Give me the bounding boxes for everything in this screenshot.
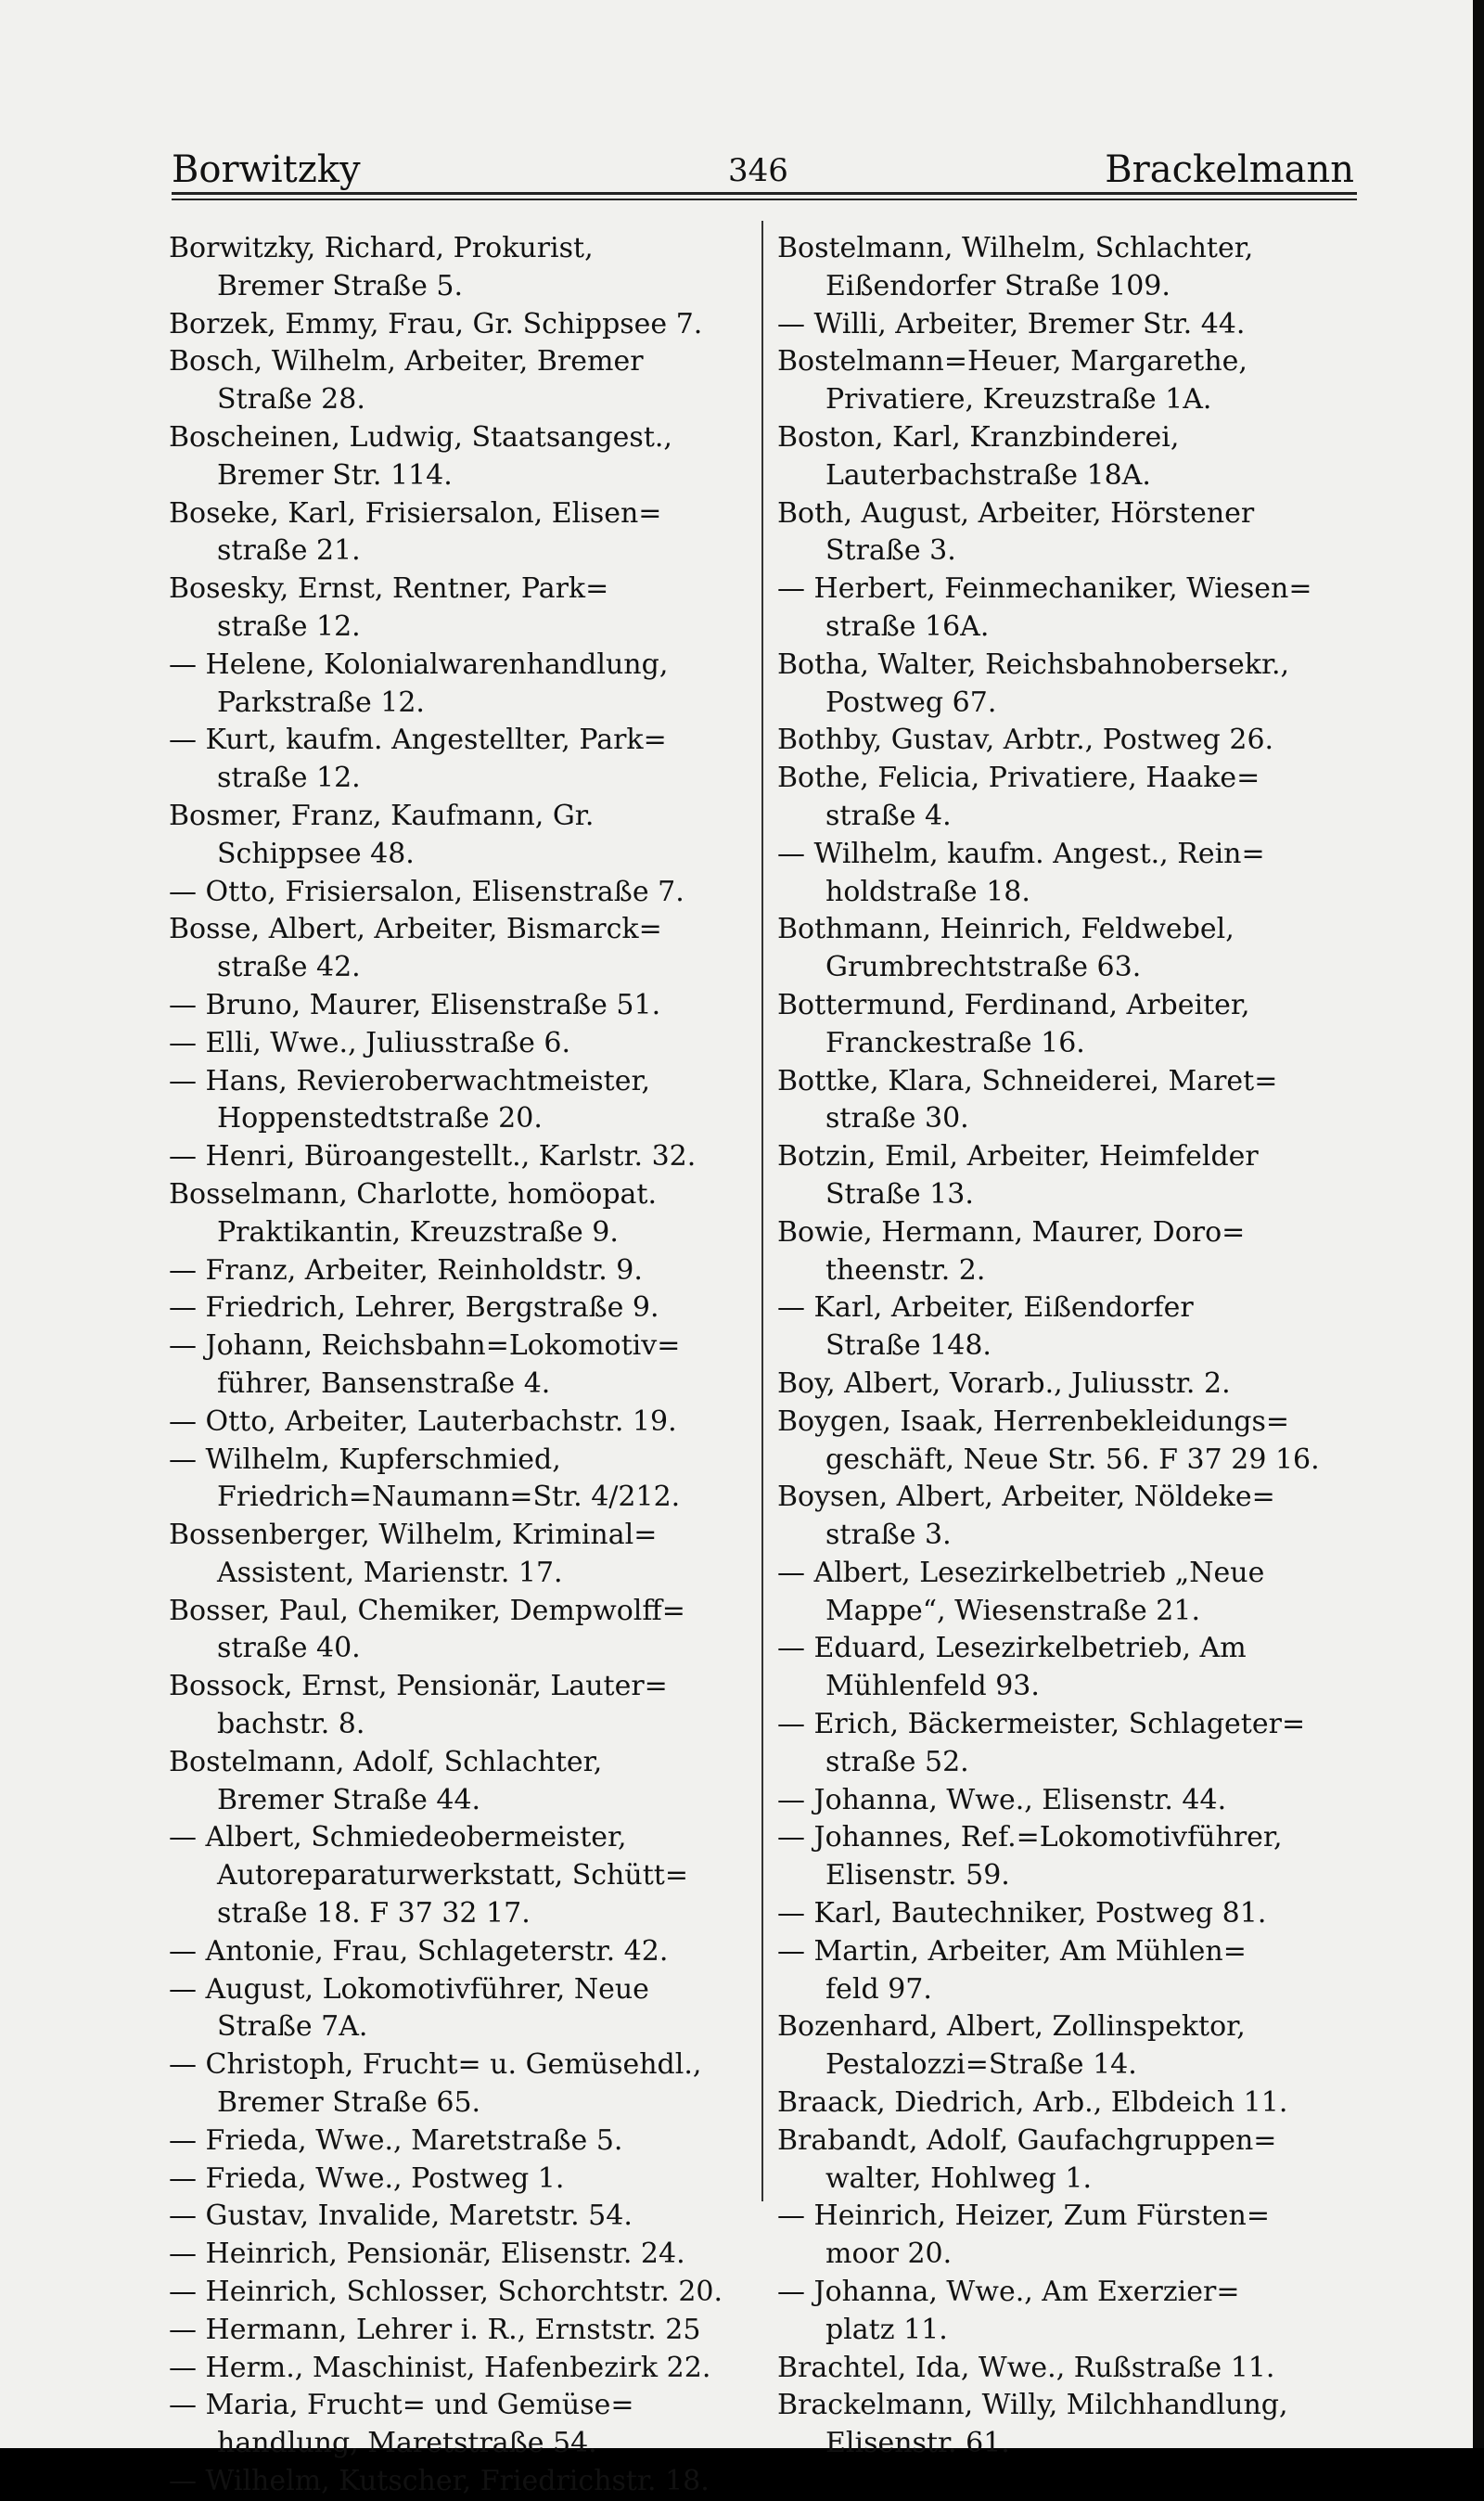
- directory-entry-line: Bosser, Paul, Chemiker, Dempwolff=: [169, 1594, 685, 1627]
- directory-entry-line: — Otto, Arbeiter, Lauterbachstr. 19.: [169, 1404, 677, 1438]
- directory-entry-line: — Wilhelm, Kutscher, Friedrichstr. 18.: [169, 2465, 710, 2498]
- directory-entry-line: Brachtel, Ida, Wwe., Rußstraße 11.: [777, 2351, 1275, 2384]
- directory-entry-line: straße 21.: [217, 534, 361, 568]
- directory-entry-line: — Heinrich, Schlosser, Schorchtstr. 20.: [169, 2276, 723, 2309]
- directory-entry-line: — Johannes, Ref.=Lokomotivführer,: [777, 1821, 1283, 1854]
- directory-entry-line: — August, Lokomotivführer, Neue: [169, 1972, 649, 2006]
- directory-entry-line: Elisenstr. 61.: [825, 2427, 1010, 2460]
- directory-entry-line: Bossock, Ernst, Pensionär, Lauter=: [169, 1670, 668, 1703]
- directory-entry-line: Bosse, Albert, Arbeiter, Bismarck=: [169, 913, 662, 946]
- directory-entry-line: — Elli, Wwe., Juliusstraße 6.: [169, 1026, 571, 1059]
- directory-entry-line: Brabandt, Adolf, Gaufachgruppen=: [777, 2123, 1277, 2157]
- directory-entry-line: straße 30.: [825, 1102, 969, 1135]
- directory-entry-line: — Friedrich, Lehrer, Bergstraße 9.: [169, 1291, 659, 1325]
- directory-entry-line: Bremer Straße 44.: [217, 1783, 481, 1816]
- directory-entry-line: — Erich, Bäckermeister, Schlageter=: [777, 1708, 1306, 1741]
- directory-entry-line: Parkstraße 12.: [217, 686, 425, 719]
- directory-entry-line: straße 16A.: [825, 609, 990, 643]
- directory-entry-line: — Albert, Lesezirkelbetrieb „Neue: [777, 1556, 1265, 1589]
- directory-entry-line: Brackelmann, Willy, Milchhandlung,: [777, 2389, 1288, 2422]
- directory-entry-line: Friedrich=Naumann=Str. 4/212.: [217, 1481, 681, 1514]
- directory-entry-line: Lauterbachstraße 18A.: [825, 458, 1151, 492]
- directory-entry-line: — Franz, Arbeiter, Reinholdstr. 9.: [169, 1253, 643, 1287]
- directory-entry-line: führer, Bansenstraße 4.: [217, 1366, 551, 1400]
- directory-entry-line: Boscheinen, Ludwig, Staatsangest.,: [169, 420, 672, 454]
- directory-entry-line: — Frieda, Wwe., Maretstraße 5.: [169, 2123, 623, 2157]
- directory-entry-line: feld 97.: [825, 1972, 932, 2006]
- directory-entry-line: — Johanna, Wwe., Am Exerzier=: [777, 2276, 1240, 2309]
- directory-entry-line: — Henri, Büroangestellt., Karlstr. 32.: [169, 1140, 697, 1174]
- directory-entry-line: Assistent, Marienstr. 17.: [217, 1556, 563, 1589]
- directory-entry-line: — Herbert, Feinmechaniker, Wiesen=: [777, 572, 1312, 606]
- directory-entry-line: — Christoph, Frucht= u. Gemüsehdl.,: [169, 2048, 702, 2082]
- directory-entry-line: — Wilhelm, Kupferschmied,: [169, 1443, 561, 1476]
- directory-entry-line: platz 11.: [825, 2313, 948, 2346]
- header-first-name: Borwitzky: [172, 148, 361, 191]
- directory-entry-line: Franckestraße 16.: [825, 1026, 1085, 1059]
- header-rule: [172, 192, 1357, 195]
- directory-entry-line: — Heinrich, Heizer, Zum Fürsten=: [777, 2200, 1270, 2233]
- directory-entry-line: Autoreparaturwerkstatt, Schütt=: [217, 1859, 688, 1892]
- column-divider: [761, 221, 763, 2201]
- directory-entry-line: — Willi, Arbeiter, Bremer Str. 44.: [777, 307, 1246, 340]
- directory-entry-line: Straße 148.: [825, 1329, 991, 1363]
- directory-entry-line: Bossenberger, Wilhelm, Kriminal=: [169, 1519, 658, 1552]
- directory-entry-line: Bostelmann, Adolf, Schlachter,: [169, 1745, 603, 1778]
- directory-entry-line: Straße 7A.: [217, 2010, 368, 2044]
- directory-entry-line: Privatiere, Kreuzstraße 1A.: [825, 383, 1212, 417]
- directory-entry-line: Pestalozzi=Straße 14.: [825, 2048, 1137, 2082]
- directory-entry-line: Bremer Str. 114.: [217, 458, 453, 492]
- header-rule-double: [172, 199, 1357, 200]
- directory-entry-line: Boygen, Isaak, Herrenbekleidungs=: [777, 1404, 1290, 1438]
- directory-entry-line: Boseke, Karl, Frisiersalon, Elisen=: [169, 496, 662, 530]
- directory-entry-line: — Frieda, Wwe., Postweg 1.: [169, 2161, 565, 2195]
- directory-entry-line: Boy, Albert, Vorarb., Juliusstr. 2.: [777, 1366, 1231, 1400]
- directory-entry-line: moor 20.: [825, 2238, 953, 2271]
- page-edge-shadow: [1473, 0, 1484, 2448]
- directory-entry-line: Borzek, Emmy, Frau, Gr. Schippsee 7.: [169, 307, 703, 340]
- right-column: [777, 230, 1360, 2463]
- directory-entry-line: — Johanna, Wwe., Elisenstr. 44.: [777, 1783, 1227, 1816]
- directory-entry-line: Bottke, Klara, Schneiderei, Maret=: [777, 1064, 1278, 1097]
- directory-entry-line: Mühlenfeld 93.: [825, 1670, 1040, 1703]
- directory-entry-line: Bostelmann=Heuer, Margarethe,: [777, 345, 1247, 378]
- directory-entry-line: — Heinrich, Pensionär, Elisenstr. 24.: [169, 2238, 685, 2271]
- directory-entry-line: Botha, Walter, Reichsbahnobersekr.,: [777, 648, 1290, 681]
- directory-entry-line: Straße 13.: [825, 1177, 974, 1211]
- directory-entry-line: straße 4.: [825, 799, 952, 832]
- left-column: [169, 230, 748, 2501]
- directory-entry-line: Both, August, Arbeiter, Hörstener: [777, 496, 1255, 530]
- directory-entry-line: — Eduard, Lesezirkelbetrieb, Am: [777, 1632, 1247, 1665]
- directory-entry-line: straße 52.: [825, 1745, 969, 1778]
- page-number: 346: [728, 152, 788, 189]
- directory-entry-line: straße 18. F 37 32 17.: [217, 1897, 531, 1930]
- directory-entry-line: straße 42.: [217, 951, 361, 984]
- directory-entry-line: Botzin, Emil, Arbeiter, Heimfelder: [777, 1140, 1259, 1174]
- directory-entry-line: Praktikantin, Kreuzstraße 9.: [217, 1215, 619, 1249]
- directory-entry-line: Borwitzky, Richard, Prokurist,: [169, 232, 594, 264]
- directory-entry-line: — Martin, Arbeiter, Am Mühlen=: [777, 1934, 1247, 1968]
- directory-entry-line: Bremer Straße 65.: [217, 2086, 481, 2120]
- directory-entry-line: Bothmann, Heinrich, Feldwebel,: [777, 913, 1235, 946]
- directory-entry-line: — Gustav, Invalide, Maretstr. 54.: [169, 2200, 633, 2233]
- directory-entry-line: Boysen, Albert, Arbeiter, Nöldeke=: [777, 1481, 1275, 1514]
- directory-entry-line: Grumbrechtstraße 63.: [825, 951, 1142, 984]
- directory-entry-line: — Antonie, Frau, Schlageterstr. 42.: [169, 1934, 669, 1968]
- directory-entry-line: Mappe“, Wiesenstraße 21.: [825, 1594, 1201, 1627]
- directory-entry-line: walter, Hohlweg 1.: [825, 2161, 1093, 2195]
- directory-entry-line: Bosesky, Ernst, Rentner, Park=: [169, 572, 609, 606]
- directory-entry-line: Bremer Straße 5.: [217, 269, 464, 302]
- directory-entry-line: Hoppenstedtstraße 20.: [217, 1102, 543, 1135]
- directory-entry-line: Postweg 67.: [825, 686, 997, 719]
- directory-entry-line: geschäft, Neue Str. 56. F 37 29 16.: [825, 1443, 1320, 1476]
- directory-entry-line: — Albert, Schmiedeobermeister,: [169, 1821, 627, 1854]
- directory-entry-line: — Hermann, Lehrer i. R., Ernststr. 25: [169, 2313, 701, 2346]
- directory-entry-line: holdstraße 18.: [825, 875, 1030, 908]
- header-last-name: Brackelmann: [1105, 148, 1354, 191]
- directory-entry-line: — Wilhelm, kaufm. Angest., Rein=: [777, 837, 1265, 870]
- directory-entry-line: straße 12.: [217, 609, 361, 643]
- directory-entry-line: — Otto, Frisiersalon, Elisenstraße 7.: [169, 875, 684, 908]
- directory-entry-line: Bosmer, Franz, Kaufmann, Gr.: [169, 799, 595, 832]
- directory-entry-line: Bottermund, Ferdinand, Arbeiter,: [777, 988, 1250, 1021]
- directory-entry-line: straße 40.: [217, 1632, 361, 1665]
- directory-entry-line: Eißendorfer Straße 109.: [825, 269, 1171, 302]
- directory-entry-line: Elisenstr. 59.: [825, 1859, 1010, 1892]
- directory-entry-line: straße 3.: [825, 1519, 952, 1552]
- directory-entry-line: Boston, Karl, Kranzbinderei,: [777, 420, 1180, 454]
- directory-entry-line: — Maria, Frucht= und Gemüse=: [169, 2389, 634, 2422]
- running-header: [172, 130, 1354, 195]
- directory-entry-line: Bosch, Wilhelm, Arbeiter, Bremer: [169, 345, 644, 378]
- directory-entry-line: theenstr. 2.: [825, 1253, 986, 1287]
- directory-entry-line: Bozenhard, Albert, Zollinspektor,: [777, 2010, 1246, 2044]
- directory-entry-line: Straße 3.: [825, 534, 956, 568]
- directory-entry-line: — Hans, Revieroberwachtmeister,: [169, 1064, 651, 1097]
- directory-entry-line: Bowie, Hermann, Maurer, Doro=: [777, 1215, 1246, 1249]
- directory-entry-line: straße 12.: [217, 762, 361, 795]
- directory-entry-line: Bosselmann, Charlotte, homöopat.: [169, 1177, 658, 1211]
- directory-entry-line: — Bruno, Maurer, Elisenstraße 51.: [169, 988, 661, 1021]
- directory-entry-line: Straße 28.: [217, 383, 365, 417]
- directory-entry-line: — Karl, Bautechniker, Postweg 81.: [777, 1897, 1267, 1930]
- directory-entry-line: — Johann, Reichsbahn=Lokomotiv=: [169, 1329, 681, 1363]
- directory-entry-line: — Kurt, kaufm. Angestellter, Park=: [169, 724, 667, 757]
- directory-entry-line: Bothe, Felicia, Privatiere, Haake=: [777, 762, 1260, 795]
- directory-entry-line: Schippsee 48.: [217, 837, 415, 870]
- directory-entry-line: Bostelmann, Wilhelm, Schlachter,: [777, 232, 1254, 264]
- directory-entry-line: handlung, Maretstraße 54.: [217, 2427, 597, 2460]
- directory-entry-line: Bothby, Gustav, Arbtr., Postweg 26.: [777, 724, 1274, 757]
- directory-entry-line: — Herm., Maschinist, Hafenbezirk 22.: [169, 2351, 711, 2384]
- directory-entry-line: Braack, Diedrich, Arb., Elbdeich 11.: [777, 2086, 1288, 2120]
- directory-entry-line: — Karl, Arbeiter, Eißendorfer: [777, 1291, 1194, 1325]
- directory-entry-line: — Helene, Kolonialwarenhandlung,: [169, 648, 669, 681]
- directory-entry-line: bachstr. 8.: [217, 1708, 365, 1741]
